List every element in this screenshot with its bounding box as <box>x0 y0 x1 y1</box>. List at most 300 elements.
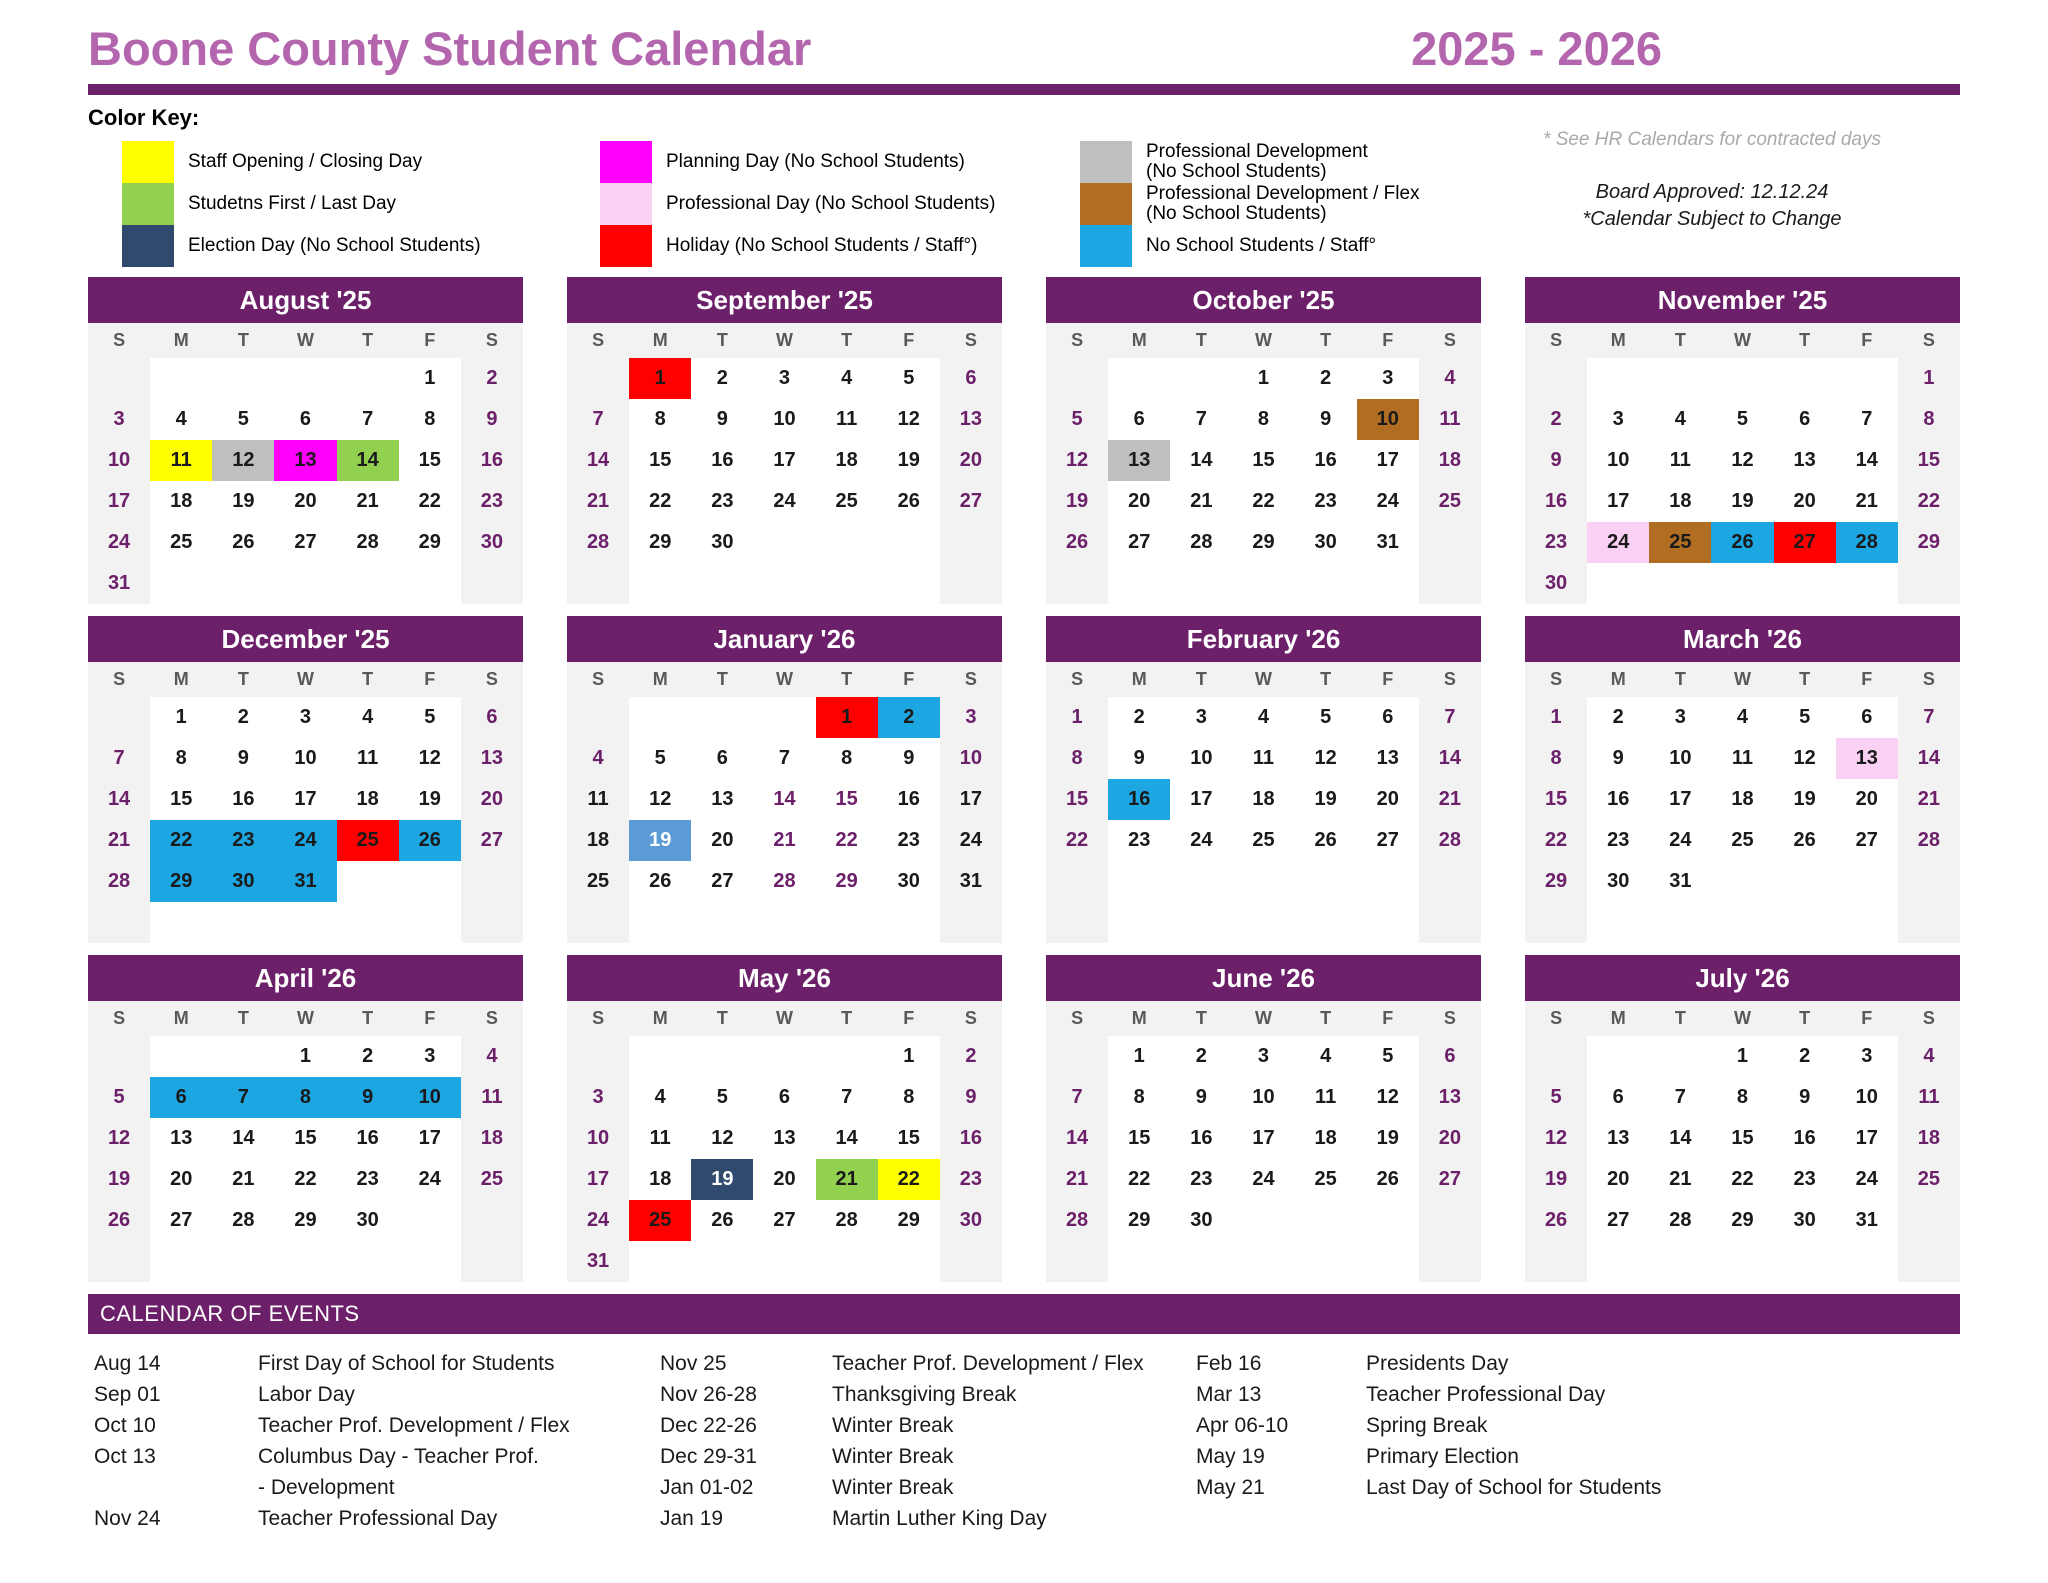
day-cell: 8 <box>274 1077 336 1118</box>
day-cell: 3 <box>88 399 150 440</box>
day-cell: 15 <box>629 440 691 481</box>
day-cell-empty <box>1170 861 1232 902</box>
day-cell: 5 <box>1046 399 1108 440</box>
month-march-26 <box>1525 616 1960 943</box>
day-cell: 7 <box>753 738 815 779</box>
day-cell: 9 <box>461 399 523 440</box>
day-cell: 13 <box>1108 440 1170 481</box>
day-cell: 24 <box>1649 820 1711 861</box>
day-cell: 16 <box>461 440 523 481</box>
day-cell: 30 <box>878 861 940 902</box>
color-key-label <box>666 152 965 172</box>
day-cell: 21 <box>816 1159 878 1200</box>
day-cell: 8 <box>878 1077 940 1118</box>
event-date: Nov 25 <box>660 1352 727 1375</box>
day-cell: 23 <box>212 820 274 861</box>
day-cell: 25 <box>1898 1159 1960 1200</box>
event-date: Feb 16 <box>1196 1352 1262 1375</box>
day-cell: 9 <box>691 399 753 440</box>
day-cell: 30 <box>337 1200 399 1241</box>
color-key-label <box>1146 184 1420 224</box>
day-cell: 16 <box>1170 1118 1232 1159</box>
weekday-label: T <box>362 330 374 350</box>
weekday-label: S <box>1550 1008 1563 1028</box>
day-cell-empty <box>1357 1200 1419 1241</box>
weekday-label: F <box>1382 330 1394 350</box>
color-key-column <box>600 141 996 267</box>
day-cell-empty <box>88 697 150 738</box>
day-cell-empty <box>1711 1241 1773 1282</box>
weekday-label: F <box>903 330 915 350</box>
weekday-label: S <box>1443 669 1456 689</box>
weekday-label: M <box>1610 1008 1626 1028</box>
day-cell: 26 <box>399 820 461 861</box>
color-key-label-line: Professional Development <box>1146 141 1368 162</box>
day-cell: 21 <box>1170 481 1232 522</box>
day-cell: 11 <box>337 738 399 779</box>
day-cell-empty <box>274 902 336 943</box>
day-cell-empty <box>1232 1241 1294 1282</box>
day-cell: 24 <box>1587 522 1649 563</box>
day-cell: 6 <box>753 1077 815 1118</box>
weekday-label: S <box>1071 1008 1084 1028</box>
day-cell: 25 <box>1295 1159 1357 1200</box>
day-cell: 5 <box>1525 1077 1587 1118</box>
weekday-header-row <box>1046 662 1481 697</box>
day-cell-empty <box>1649 902 1711 943</box>
weekday-label: T <box>1195 669 1207 689</box>
day-cell: 24 <box>567 1200 629 1241</box>
day-cell: 10 <box>567 1118 629 1159</box>
month-body <box>88 1036 523 1282</box>
day-cell: 16 <box>1587 779 1649 820</box>
event-date <box>88 1472 258 1503</box>
weekday-label: F <box>424 330 436 350</box>
day-cell: 4 <box>461 1036 523 1077</box>
event-date: May 19 <box>1196 1445 1265 1468</box>
day-cell: 11 <box>461 1077 523 1118</box>
month-body <box>88 697 523 943</box>
day-cell: 16 <box>1525 481 1587 522</box>
weekday-header-row <box>88 323 523 358</box>
subject-to-change-note: *Calendar Subject to Change <box>1582 208 1842 230</box>
day-cell: 8 <box>399 399 461 440</box>
weekday-label: T <box>362 669 374 689</box>
day-cell: 18 <box>1232 779 1294 820</box>
weekday-label: S <box>1071 330 1084 350</box>
month-october-25 <box>1046 277 1481 604</box>
weekday-label: F <box>903 1008 915 1028</box>
day-cell-empty <box>816 1036 878 1077</box>
weekday-label: T <box>1320 1008 1332 1028</box>
day-cell: 23 <box>1108 820 1170 861</box>
day-cell: 11 <box>1898 1077 1960 1118</box>
day-cell-empty <box>567 563 629 604</box>
day-cell: 7 <box>567 399 629 440</box>
day-cell: 27 <box>1774 522 1836 563</box>
event-description: Teacher Professional Day <box>258 1507 498 1530</box>
month-april-26 <box>88 955 523 1282</box>
day-cell: 21 <box>1649 1159 1711 1200</box>
weekday-label: T <box>1195 330 1207 350</box>
day-cell: 28 <box>1046 1200 1108 1241</box>
day-cell-empty <box>1108 861 1170 902</box>
day-cell: 6 <box>940 358 1002 399</box>
weekday-label: M <box>173 330 189 350</box>
day-cell-empty <box>1419 522 1481 563</box>
day-cell: 2 <box>1295 358 1357 399</box>
day-cell: 2 <box>1587 697 1649 738</box>
day-cell-empty <box>940 563 1002 604</box>
day-cell-empty <box>150 358 212 399</box>
weekday-label: M <box>1610 330 1626 350</box>
event-description: Teacher Professional Day <box>1366 1383 1606 1406</box>
day-cell: 26 <box>629 861 691 902</box>
page-content <box>0 18 2048 1534</box>
day-cell: 21 <box>1046 1159 1108 1200</box>
month-february-26 <box>1046 616 1481 943</box>
day-cell: 2 <box>1108 697 1170 738</box>
day-cell: 14 <box>567 440 629 481</box>
day-cell: 22 <box>1711 1159 1773 1200</box>
day-cell: 1 <box>274 1036 336 1077</box>
day-cell: 24 <box>753 481 815 522</box>
event-description: Columbus Day - Teacher Prof. <box>258 1445 539 1468</box>
day-cell: 4 <box>1232 697 1294 738</box>
day-cell: 2 <box>212 697 274 738</box>
day-cell: 29 <box>1898 522 1960 563</box>
day-cell-empty <box>88 1241 150 1282</box>
day-cell: 3 <box>1836 1036 1898 1077</box>
day-cell: 19 <box>88 1159 150 1200</box>
day-cell: 17 <box>1587 481 1649 522</box>
day-cell: 27 <box>461 820 523 861</box>
day-cell: 8 <box>816 738 878 779</box>
day-cell-empty <box>1295 861 1357 902</box>
event-date: Oct 10 <box>94 1414 156 1437</box>
day-cell: 16 <box>878 779 940 820</box>
weekday-label: S <box>485 669 498 689</box>
day-cell: 20 <box>1419 1118 1481 1159</box>
day-cell-empty <box>337 358 399 399</box>
day-cell: 17 <box>88 481 150 522</box>
day-cell: 16 <box>337 1118 399 1159</box>
color-key-label-line: Staff Opening / Closing Day <box>188 151 423 172</box>
weekday-label: M <box>1131 1008 1147 1028</box>
day-cell-empty <box>1046 902 1108 943</box>
day-cell-empty <box>1295 902 1357 943</box>
day-cell: 31 <box>1836 1200 1898 1241</box>
event-description: Martin Luther King Day <box>832 1507 1047 1530</box>
day-cell: 7 <box>816 1077 878 1118</box>
day-cell: 17 <box>274 779 336 820</box>
day-cell: 14 <box>1898 738 1960 779</box>
month-august-25 <box>88 277 523 604</box>
day-cell: 10 <box>1649 738 1711 779</box>
day-cell: 2 <box>878 697 940 738</box>
day-cell-empty <box>691 697 753 738</box>
day-cell: 1 <box>1711 1036 1773 1077</box>
day-cell-empty <box>1587 563 1649 604</box>
day-cell: 14 <box>816 1118 878 1159</box>
day-cell-empty <box>1711 902 1773 943</box>
day-cell: 10 <box>399 1077 461 1118</box>
day-cell-empty <box>1649 1036 1711 1077</box>
day-cell: 5 <box>1295 697 1357 738</box>
day-cell: 15 <box>150 779 212 820</box>
day-cell: 2 <box>1525 399 1587 440</box>
day-cell: 30 <box>940 1200 1002 1241</box>
day-cell: 5 <box>1711 399 1773 440</box>
day-cell: 19 <box>1295 779 1357 820</box>
event-date: Sep 01 <box>94 1383 161 1406</box>
notes-block <box>1492 129 1932 231</box>
day-cell: 27 <box>1108 522 1170 563</box>
day-cell: 9 <box>940 1077 1002 1118</box>
weekday-header-row <box>88 1001 523 1036</box>
day-cell-empty <box>629 697 691 738</box>
day-cell: 11 <box>1232 738 1294 779</box>
event-description: Presidents Day <box>1366 1352 1509 1375</box>
day-cell: 6 <box>1587 1077 1649 1118</box>
month-title: November '25 <box>1525 277 1960 323</box>
weekday-label: T <box>237 669 249 689</box>
day-cell: 18 <box>150 481 212 522</box>
day-cell: 30 <box>461 522 523 563</box>
day-cell: 27 <box>1587 1200 1649 1241</box>
day-cell: 18 <box>1649 481 1711 522</box>
day-cell: 14 <box>1836 440 1898 481</box>
day-cell: 14 <box>1170 440 1232 481</box>
school-years: 2025 - 2026 <box>1411 22 1662 75</box>
day-cell: 30 <box>1774 1200 1836 1241</box>
month-december-25 <box>88 616 523 943</box>
weekday-label: M <box>1131 669 1147 689</box>
day-cell: 26 <box>1357 1159 1419 1200</box>
color-swatch <box>122 141 174 183</box>
day-cell: 14 <box>212 1118 274 1159</box>
day-cell: 5 <box>1774 697 1836 738</box>
day-cell: 9 <box>212 738 274 779</box>
day-cell-empty <box>1587 1241 1649 1282</box>
event-description: Primary Election <box>1366 1445 1519 1468</box>
day-cell-empty <box>150 1241 212 1282</box>
day-cell: 10 <box>88 440 150 481</box>
day-cell: 6 <box>1836 697 1898 738</box>
event-description: First Day of School for Students <box>258 1352 555 1375</box>
weekday-label: T <box>716 330 728 350</box>
event-description: Spring Break <box>1366 1414 1488 1437</box>
event-description: - Development <box>258 1476 395 1499</box>
day-cell-empty <box>629 1036 691 1077</box>
day-cell-empty <box>1836 1241 1898 1282</box>
day-cell: 31 <box>274 861 336 902</box>
day-cell-empty <box>1836 358 1898 399</box>
day-cell-empty <box>753 902 815 943</box>
weekday-label: W <box>775 669 793 689</box>
day-cell: 29 <box>1525 861 1587 902</box>
month-body <box>1525 358 1960 604</box>
day-cell: 3 <box>1232 1036 1294 1077</box>
day-cell-empty <box>1587 358 1649 399</box>
day-cell: 21 <box>567 481 629 522</box>
day-cell: 24 <box>1232 1159 1294 1200</box>
day-cell: 28 <box>816 1200 878 1241</box>
weekday-label: W <box>1733 1008 1751 1028</box>
month-title: August '25 <box>88 277 523 323</box>
day-cell-empty <box>1357 1241 1419 1282</box>
day-cell: 4 <box>629 1077 691 1118</box>
day-cell: 9 <box>337 1077 399 1118</box>
weekday-label: T <box>1674 1008 1686 1028</box>
month-title: April '26 <box>88 955 523 1001</box>
weekday-label: W <box>1733 669 1751 689</box>
day-cell: 18 <box>1711 779 1773 820</box>
day-cell: 3 <box>1649 697 1711 738</box>
day-cell: 29 <box>1232 522 1294 563</box>
month-september-25 <box>567 277 1002 604</box>
day-cell-empty <box>274 563 336 604</box>
day-cell-empty <box>567 358 629 399</box>
day-cell: 12 <box>1525 1118 1587 1159</box>
day-cell: 20 <box>461 779 523 820</box>
event-date: Dec 22-26 <box>660 1414 757 1437</box>
month-title: September '25 <box>567 277 1002 323</box>
day-cell-empty <box>940 522 1002 563</box>
day-cell: 27 <box>274 522 336 563</box>
weekday-label: F <box>1861 330 1873 350</box>
month-body <box>1525 1036 1960 1282</box>
day-cell: 3 <box>1170 697 1232 738</box>
weekday-header-row <box>1525 1001 1960 1036</box>
weekday-label: T <box>841 1008 853 1028</box>
day-cell: 24 <box>1836 1159 1898 1200</box>
day-cell-empty <box>88 1036 150 1077</box>
day-cell-empty <box>1232 563 1294 604</box>
month-title: February '26 <box>1046 616 1481 662</box>
color-key-label-line: Election Day (No School Students) <box>188 235 481 256</box>
day-cell-empty <box>1295 1241 1357 1282</box>
color-swatch <box>1080 141 1132 183</box>
month-body <box>567 1036 1002 1282</box>
day-cell: 4 <box>1649 399 1711 440</box>
day-cell: 10 <box>274 738 336 779</box>
day-cell-empty <box>274 1241 336 1282</box>
day-cell-empty <box>1525 902 1587 943</box>
day-cell: 19 <box>691 1159 753 1200</box>
day-cell-empty <box>1295 563 1357 604</box>
day-cell: 17 <box>1232 1118 1294 1159</box>
day-cell-empty <box>691 1036 753 1077</box>
weekday-label: S <box>113 669 126 689</box>
day-cell: 26 <box>212 522 274 563</box>
day-cell: 27 <box>1357 820 1419 861</box>
day-cell-empty <box>1649 358 1711 399</box>
weekday-header-row <box>1525 323 1960 358</box>
day-cell-empty <box>274 358 336 399</box>
day-cell-empty <box>1295 1200 1357 1241</box>
day-cell-empty <box>1419 1200 1481 1241</box>
event-description: Winter Break <box>832 1476 954 1499</box>
day-cell: 16 <box>1774 1118 1836 1159</box>
day-cell-empty <box>878 1241 940 1282</box>
event-date: Mar 13 <box>1196 1383 1262 1406</box>
weekday-header-row <box>1046 323 1481 358</box>
day-cell: 6 <box>1108 399 1170 440</box>
day-cell: 15 <box>1525 779 1587 820</box>
day-cell: 7 <box>1046 1077 1108 1118</box>
day-cell-empty <box>691 1241 753 1282</box>
page-header <box>88 18 1960 76</box>
weekday-label: T <box>716 1008 728 1028</box>
day-cell: 8 <box>1525 738 1587 779</box>
day-cell: 10 <box>1357 399 1419 440</box>
day-cell: 17 <box>1836 1118 1898 1159</box>
month-june-26 <box>1046 955 1481 1282</box>
day-cell: 17 <box>567 1159 629 1200</box>
day-cell-empty <box>1836 861 1898 902</box>
day-cell: 21 <box>88 820 150 861</box>
day-cell: 7 <box>1419 697 1481 738</box>
day-cell: 6 <box>461 697 523 738</box>
day-cell: 30 <box>1170 1200 1232 1241</box>
day-cell: 15 <box>274 1118 336 1159</box>
day-cell-empty <box>940 902 1002 943</box>
day-cell-empty <box>1774 902 1836 943</box>
day-cell: 26 <box>1711 522 1773 563</box>
day-cell-empty <box>212 563 274 604</box>
color-key-item <box>1080 225 1420 267</box>
day-cell: 4 <box>816 358 878 399</box>
day-cell-empty <box>1232 902 1294 943</box>
day-cell: 21 <box>212 1159 274 1200</box>
day-cell-empty <box>567 902 629 943</box>
color-key-label <box>666 236 977 256</box>
day-cell-empty <box>1525 1241 1587 1282</box>
day-cell-empty <box>1774 861 1836 902</box>
event-date: May 21 <box>1196 1476 1265 1499</box>
month-body <box>567 697 1002 943</box>
day-cell: 12 <box>1711 440 1773 481</box>
day-cell-empty <box>337 861 399 902</box>
day-cell: 15 <box>1898 440 1960 481</box>
day-cell-empty <box>816 902 878 943</box>
day-cell: 8 <box>1046 738 1108 779</box>
month-november-25 <box>1525 277 1960 604</box>
day-cell: 22 <box>816 820 878 861</box>
event-description: Winter Break <box>832 1445 954 1468</box>
day-cell: 4 <box>150 399 212 440</box>
events-column <box>654 1348 1190 1534</box>
weekday-label: T <box>841 330 853 350</box>
day-cell: 19 <box>878 440 940 481</box>
day-cell: 22 <box>1046 820 1108 861</box>
weekday-label: S <box>964 669 977 689</box>
day-cell: 29 <box>150 861 212 902</box>
color-key-item <box>1080 183 1420 225</box>
weekday-label: F <box>1861 1008 1873 1028</box>
weekday-header-row <box>1525 662 1960 697</box>
month-january-26 <box>567 616 1002 943</box>
weekday-label: T <box>716 669 728 689</box>
weekday-label: M <box>173 669 189 689</box>
day-cell: 23 <box>1774 1159 1836 1200</box>
weekday-label: S <box>1443 1008 1456 1028</box>
weekday-label: S <box>485 1008 498 1028</box>
day-cell: 23 <box>940 1159 1002 1200</box>
day-cell: 1 <box>878 1036 940 1077</box>
day-cell: 5 <box>88 1077 150 1118</box>
